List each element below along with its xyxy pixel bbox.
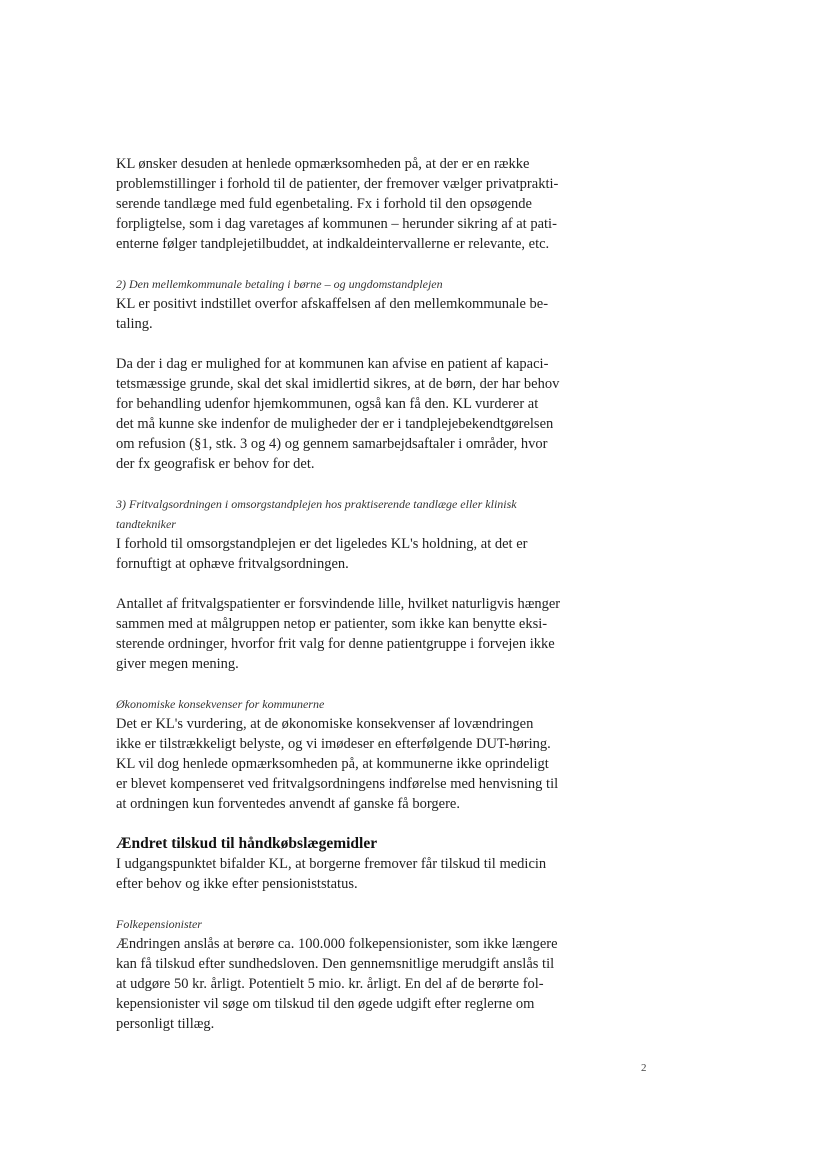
text-line: I forhold til omsorgstandplejen er det ligeledes KL's holdning, at det er xyxy=(116,536,528,552)
paragraph-antal xyxy=(116,594,616,674)
subheading-oekonomi: Økonomiske konsekvenser for kommunerne xyxy=(116,697,325,711)
text-line: fornuftigt at ophæve fritvalgsordningen. xyxy=(116,556,349,572)
text-line: KL ønsker desuden at henlede opmærksomheden på, at der er en række xyxy=(116,156,530,172)
paragraph-intro xyxy=(116,154,616,254)
page-number: 2 xyxy=(641,1062,647,1074)
text-line: Antallet af fritvalgspatienter er forsvindende lille, hvilket naturligvis hænger xyxy=(116,596,561,612)
text-line: er blevet kompenseret ved fritvalgsordningens indførelse med henvisning til xyxy=(116,776,559,792)
text-line: taling. xyxy=(116,316,153,332)
text-line: for behandling udenfor hjemkommunen, også kan få den. KL vurderer at xyxy=(116,396,539,412)
text-line: kepensionister vil søge om tilskud til den øgede udgift efter reglerne om xyxy=(116,996,535,1012)
section-oekonomi xyxy=(116,694,616,814)
subheading-fritvalg: 3) Fritvalgsordningen i omsorgstandplejen hos praktiserende tandlæge eller klinisk xyxy=(116,497,517,511)
section-2 xyxy=(116,274,616,334)
text-line: giver megen mening. xyxy=(116,656,239,672)
subheading-folkepension: Folkepensionister xyxy=(116,917,202,931)
spacer xyxy=(116,674,616,694)
section-folkepension xyxy=(116,914,616,1034)
text-line: forpligtelse, som i dag varetages af kommunen – herunder sikring af at pati- xyxy=(116,216,557,232)
text-line: om refusion (§1, stk. 3 og 4) og gennem samarbejdsaftaler i områder, hvor xyxy=(116,436,548,452)
section-3 xyxy=(116,494,616,574)
text-line: det må kunne ske indenfor de muligheder der er i tandplejebekendtgørelsen xyxy=(116,416,554,432)
text-line: problemstillinger i forhold til de patienter, der fremover vælger privatprakti- xyxy=(116,176,559,192)
page-body xyxy=(116,154,616,1034)
spacer xyxy=(116,254,616,274)
spacer xyxy=(116,894,616,914)
text-line: efter behov og ikke efter pensioniststatus. xyxy=(116,876,358,892)
text-line: KL vil dog henlede opmærksomheden på, at kommunerne ikke oprindeligt xyxy=(116,756,549,772)
text-line: at ordningen kun forventedes anvendt af ganske få borgere. xyxy=(116,796,460,812)
subheading-mellemkommunal: 2) Den mellemkommunale betaling i børne – og ungdomstandplejen xyxy=(116,277,443,291)
text-line: Da der i dag er mulighed for at kommunen kan afvise en patient af kapaci- xyxy=(116,356,549,372)
text-line: sammen med at målgruppen netop er patienter, som ikke kan benytte eksi- xyxy=(116,616,548,632)
text-line: tetsmæssige grunde, skal det skal imidlertid sikres, at de børn, der har behov xyxy=(116,376,560,392)
text-line: serende tandlæge med fuld egenbetaling. Fx i forhold til den opsøgende xyxy=(116,196,532,212)
text-line: personligt tillæg. xyxy=(116,1016,215,1032)
text-line: sterende ordninger, hvorfor frit valg for denne patientgruppe i forvejen ikke xyxy=(116,636,555,652)
text-line: I udgangspunktet bifalder KL, at borgerne fremover får tilskud til medicin xyxy=(116,856,547,872)
paragraph-kapacitet xyxy=(116,354,616,474)
section-heading: Ændret tilskud til håndkøbslægemidler xyxy=(116,835,378,852)
spacer xyxy=(116,334,616,354)
spacer xyxy=(116,474,616,494)
text-line: der fx geografisk er behov for det. xyxy=(116,456,315,472)
text-line: kan få tilskud efter sundhedsloven. Den gennemsnitlige merudgift anslås til xyxy=(116,956,555,972)
text-line: KL er positivt indstillet overfor afskaffelsen af den mellemkommunale be- xyxy=(116,296,549,312)
text-line: at udgøre 50 kr. årligt. Potentielt 5 mio. kr. årligt. En del af de berørte fol- xyxy=(116,976,544,992)
text-line: ikke er tilstrækkeligt belyste, og vi imødeser en efterfølgende DUT-høring. xyxy=(116,736,551,752)
text-line: Det er KL's vurdering, at de økonomiske konsekvenser af lovændringen xyxy=(116,716,534,732)
spacer xyxy=(116,574,616,594)
spacer xyxy=(116,814,616,834)
text-line: enterne følger tandplejetilbuddet, at indkaldeintervallerne er relevante, etc. xyxy=(116,236,550,252)
section-haandkoeb xyxy=(116,834,616,894)
text-line: Ændringen anslås at berøre ca. 100.000 folkepensionister, som ikke længere xyxy=(116,936,558,952)
subheading-fritvalg-cont: tandtekniker xyxy=(116,517,176,531)
